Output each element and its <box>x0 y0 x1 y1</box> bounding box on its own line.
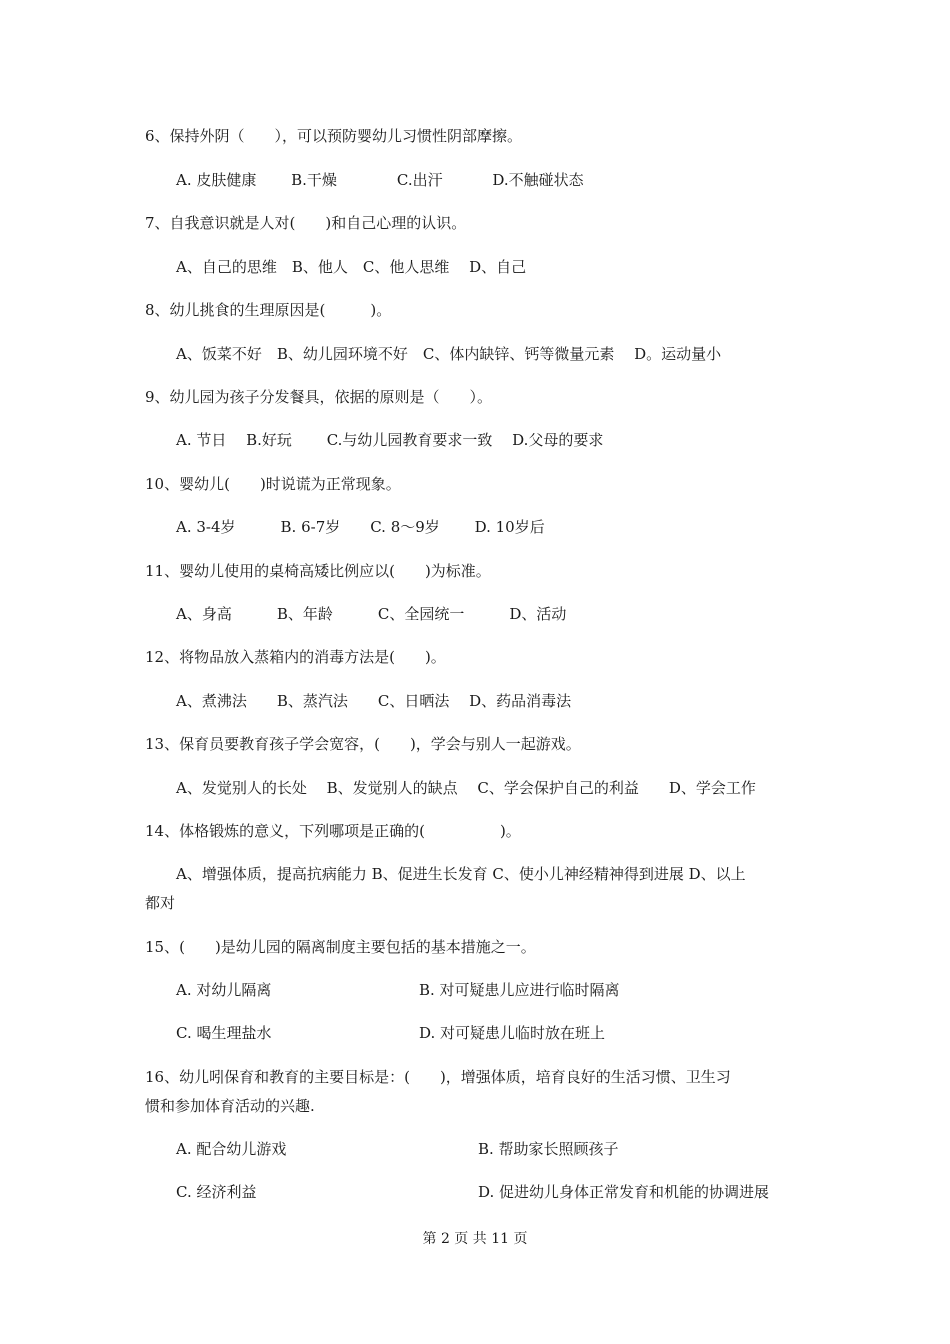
question-14-stem: 14、体格锻炼的意义，下列哪项是正确的( )。 <box>145 822 521 840</box>
question-8-options: A、饭菜不好 B、幼儿园环境不好 C、体内缺锌、钙等微量元素 D。运动量小 <box>176 345 722 363</box>
question-11-stem: 11、婴幼儿使用的桌椅高矮比例应以( )为标准。 <box>145 562 491 580</box>
question-16-stem-continued: 惯和参加体育活动的兴趣. <box>145 1097 315 1115</box>
question-15-option-c: C. 喝生理盐水 <box>176 1024 272 1042</box>
question-13-options: A、发觉别人的长处 B、发觉别人的缺点 C、学会保护自己的利益 D、学会工作 <box>176 779 756 797</box>
question-9-stem: 9、幼儿园为孩子分发餐具，依据的原则是（ ）。 <box>145 388 493 406</box>
page-number-footer: 第 2 页 共 11 页 <box>422 1231 528 1247</box>
question-13-stem: 13、保育员要教育孩子学会宽容，( )，学会与别人一起游戏。 <box>145 735 581 753</box>
question-7-options: A、自己的思维 B、他人 C、他人思维 D、自己 <box>176 258 527 276</box>
question-6-options: A. 皮肤健康 B.干燥 C.出汗 D.不触碰状态 <box>176 171 584 189</box>
question-15-option-d: D. 对可疑患儿临时放在班上 <box>419 1024 606 1042</box>
question-8-stem: 8、幼儿挑食的生理原因是( )。 <box>145 301 392 319</box>
question-9-options: A. 节日 B.好玩 C.与幼儿园教育要求一致 D.父母的要求 <box>176 431 604 449</box>
question-15-stem: 15、( )是幼儿园的隔离制度主要包括的基本措施之一。 <box>145 938 536 956</box>
question-14-options-continued: 都对 <box>145 894 176 912</box>
question-16-option-d: D. 促进幼儿身体正常发育和机能的协调进展 <box>478 1183 770 1201</box>
question-12-options: A、煮沸法 B、蒸汽法 C、日晒法 D、药品消毒法 <box>176 692 572 710</box>
question-14-options: A、增强体质，提高抗病能力 B、促进生长发育 C、使小儿神经精神得到进展 D、以上 <box>176 865 746 883</box>
question-12-stem: 12、将物品放入蒸箱内的消毒方法是( )。 <box>145 648 446 666</box>
question-11-options: A、身高 B、年龄 C、全园统一 D、活动 <box>176 605 567 623</box>
question-6-stem: 6、保持外阴（ ），可以预防婴幼儿习惯性阴部摩擦。 <box>145 127 523 145</box>
question-10-options: A. 3-4岁 B. 6-7岁 C. 8～9岁 D. 10岁后 <box>176 518 545 536</box>
question-7-stem: 7、自我意识就是人对( )和自己心理的认识。 <box>145 214 467 232</box>
question-16-option-b: B. 帮助家长照顾孩子 <box>478 1140 619 1158</box>
question-15-option-a: A. 对幼儿隔离 <box>176 981 272 999</box>
question-16-option-a: A. 配合幼儿游戏 <box>176 1140 287 1158</box>
question-16-stem: 16、幼儿吲保育和教育的主要目标是：( )，增强体质，培育良好的生活习惯、卫生习 <box>145 1068 731 1086</box>
question-15-option-b: B. 对可疑患儿应进行临时隔离 <box>419 981 620 999</box>
question-10-stem: 10、婴幼儿( )时说谎为正常现象。 <box>145 475 401 493</box>
question-16-option-c: C. 经济利益 <box>176 1183 257 1201</box>
